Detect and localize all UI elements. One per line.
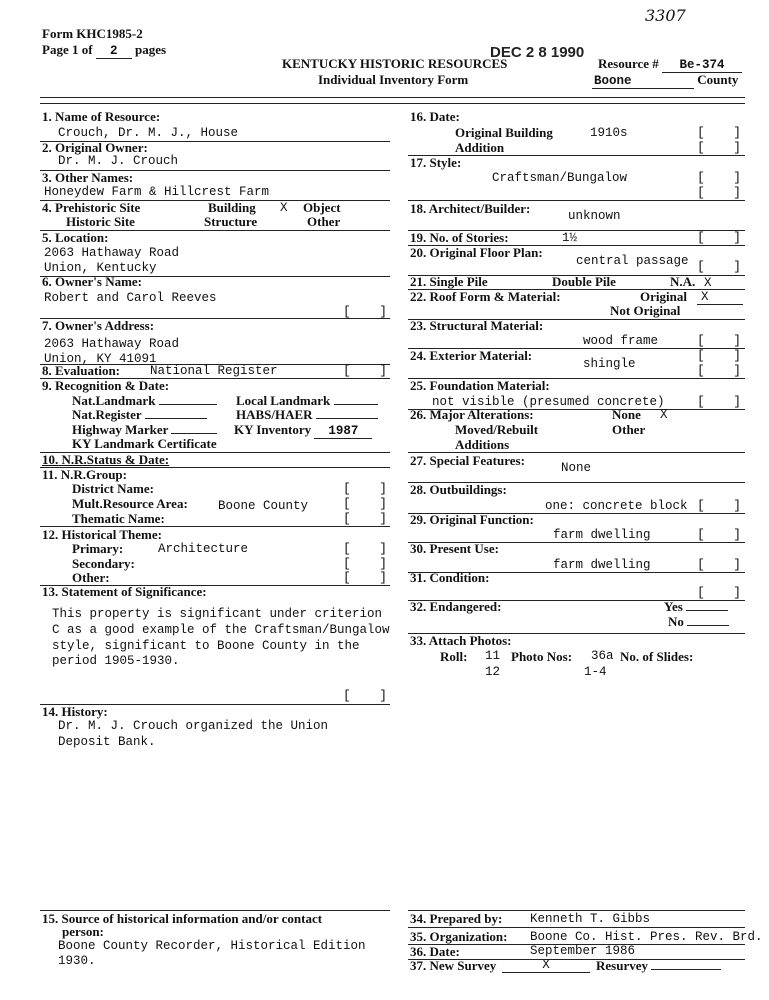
checkbox-bracket[interactable]: [ ] [697, 185, 741, 200]
option-label: Other [307, 214, 341, 229]
sub-label: Original [640, 289, 687, 304]
field-label: 22. Roof Form & Material: [410, 289, 561, 304]
checkbox-bracket[interactable]: [ ] [697, 527, 741, 542]
field-label: 2. Original Owner: [42, 140, 148, 155]
evaluation-value: National Register [150, 364, 278, 378]
sub-label: Additions [455, 437, 510, 452]
checkbox-bracket[interactable]: [ ] [697, 140, 741, 155]
ky-inventory: KY Inventory 1987 [234, 423, 372, 439]
owner-name: Robert and Carol Reeves [44, 291, 217, 305]
roll-value: 12 [485, 665, 501, 679]
form-title: KENTUCKY HISTORIC RESOURCES [282, 56, 508, 71]
field-label: 1. Name of Resource: [42, 109, 161, 124]
field-label: 13. Statement of Significance: [42, 584, 207, 599]
field-label: 23. Structural Material: [410, 318, 544, 333]
field-label: 26. Major Alterations: [410, 407, 534, 422]
sub-label: Original Building [455, 125, 553, 140]
address-line: 2063 Hathaway Road [44, 337, 180, 351]
field-label: 6. Owner's Name: [42, 274, 143, 289]
date-stamp: DEC 2 8 1990 [490, 44, 585, 61]
checkbox-bracket[interactable]: [ ] [697, 125, 741, 140]
style-value: Craftsman/Bungalow [492, 171, 628, 185]
structural-value: wood frame [583, 334, 659, 348]
sub-label: Secondary: [72, 556, 135, 571]
field-label: 7. Owner's Address: [42, 318, 155, 333]
other-names: Honeydew Farm & Hillcrest Farm [44, 185, 270, 199]
sub-label: Thematic Name: [72, 511, 165, 526]
field-label: 35. Organization: [410, 929, 508, 944]
option-label: Historic Site [66, 214, 135, 229]
original-owner: Dr. M. J. Crouch [58, 154, 179, 168]
significance-line: period 1905-1930. [52, 654, 180, 668]
field-label: 20. Original Floor Plan: [410, 245, 543, 260]
outbuildings-value: one: concrete block [545, 499, 688, 513]
organization-value: Boone Co. Hist. Pres. Rev. Brd. [530, 930, 763, 944]
checkbox-bracket[interactable]: [ ] [697, 170, 741, 185]
sub-label: Other [612, 422, 646, 437]
none-mark: X [660, 408, 668, 422]
new-survey-mark: X [502, 958, 590, 973]
checkbox-bracket[interactable]: [ ] [697, 333, 741, 348]
checkbox-bracket[interactable]: [ ] [697, 585, 741, 600]
na-label: N.A. [670, 274, 696, 289]
sub-label: Roll: [440, 649, 468, 664]
prepared-by-value: Kenneth T. Gibbs [530, 912, 651, 926]
ky-landmark-certificate: KY Landmark Certificate [72, 436, 217, 451]
building-mark: X [280, 201, 288, 215]
original-function-value: farm dwelling [553, 528, 651, 542]
location-line: Union, Kentucky [44, 261, 157, 275]
field-label: 27. Special Features: [410, 453, 525, 468]
checkbox-bracket[interactable]: [ ] [697, 498, 741, 513]
field-label: 11. N.R.Group: [42, 467, 127, 482]
history-line: Deposit Bank. [58, 735, 156, 749]
checkbox-bracket[interactable]: [ ] [697, 394, 741, 409]
field-label: 16. Date: [410, 109, 460, 124]
architect-value: unknown [568, 209, 621, 223]
checkbox-bracket[interactable]: [ ] [343, 304, 387, 319]
checkbox-bracket[interactable]: [ ] [343, 556, 387, 571]
field-label: 24. Exterior Material: [410, 348, 533, 363]
field-label: 33. Attach Photos: [410, 633, 512, 648]
endangered-yes: Yes [664, 600, 728, 614]
divider [408, 927, 745, 928]
sub-label: Not Original [610, 303, 681, 318]
field-label: 3. Other Names: [42, 170, 134, 185]
option-label: Building [208, 200, 256, 215]
sub-label: None [612, 407, 641, 422]
field-label: 9. Recognition & Date: [42, 378, 170, 393]
mult-resource-value: Boone County [218, 499, 309, 513]
field-label: 29. Original Function: [410, 512, 534, 527]
original-mark: X [697, 290, 743, 305]
resource-name: Crouch, Dr. M. J., House [58, 126, 239, 140]
form-subtitle: Individual Inventory Form [318, 72, 469, 87]
handwritten-number: 3307 [645, 6, 686, 25]
significance-line: style, significant to Boone County in the [52, 639, 360, 653]
checkbox-bracket[interactable]: [ ] [697, 348, 741, 363]
original-building-date: 1910s [590, 126, 628, 140]
checkbox-bracket[interactable]: [ ] [343, 496, 387, 511]
single-pile: 21. Single Pile [410, 274, 488, 289]
source-line: 1930. [58, 954, 96, 968]
sub-label: Primary: [72, 541, 124, 556]
history-line: Dr. M. J. Crouch organized the Union [58, 719, 329, 733]
checkbox-bracket[interactable]: [ ] [343, 511, 387, 526]
checkbox-bracket[interactable]: [ ] [343, 481, 387, 496]
field-label: 36. Date: [410, 944, 460, 959]
sub-label: No. of Slides: [620, 649, 694, 664]
nat-landmark: Nat.Landmark [72, 394, 217, 408]
checkbox-bracket[interactable]: [ ] [343, 363, 387, 378]
field-label: 5. Location: [42, 230, 109, 245]
field-label: 10. N.R.Status & Date: [42, 452, 170, 467]
county: Boone County [594, 72, 739, 88]
roll-value: 11 [485, 649, 501, 663]
divider [40, 103, 745, 104]
nat-register: Nat.Register [72, 408, 207, 422]
field-label: 15. Source of historical information and/or contact [42, 911, 323, 926]
local-landmark: Local Landmark [236, 394, 378, 408]
field-label: 37. New Survey [410, 958, 497, 973]
checkbox-bracket[interactable]: [ ] [343, 570, 387, 585]
form-number: Form KHC1985-2 [42, 26, 143, 41]
significance-line: This property is significant under criterion [52, 607, 383, 621]
floor-plan-value: central passage [576, 254, 689, 268]
checkbox-bracket[interactable]: [ ] [343, 541, 387, 556]
checkbox-bracket[interactable]: [ ] [697, 259, 741, 274]
double-pile: Double Pile [552, 274, 616, 289]
photo-no: 36a [591, 649, 614, 663]
significance-line: C as a good example of the Craftsman/Bungalow [52, 623, 390, 637]
option-label: Structure [204, 214, 258, 229]
field-label: 14. History: [42, 704, 108, 719]
field-label: 8. Evaluation: [42, 363, 121, 378]
date-value: September 1986 [530, 944, 636, 958]
address-line: Union, KY 41091 [44, 352, 157, 366]
exterior-value: shingle [583, 357, 636, 371]
habs-haer: HABS/HAER [236, 408, 378, 422]
sub-label: Photo Nos: [511, 649, 573, 664]
source-line: Boone County Recorder, Historical Edition [58, 939, 366, 953]
field-label: 17. Style: [410, 155, 462, 170]
field-label: 34. Prepared by: [410, 911, 503, 926]
resource-number: Resource # Be-374 [598, 57, 742, 73]
field-label: 18. Architect/Builder: [410, 201, 531, 216]
photo-no: 1-4 [584, 665, 607, 679]
divider [40, 97, 745, 98]
field-label: 4. Prehistoric Site [42, 200, 141, 215]
present-use-value: farm dwelling [553, 558, 651, 572]
field-label: 12. Historical Theme: [42, 527, 162, 542]
sub-label: Other: [72, 570, 110, 585]
stories-value: 1½ [562, 231, 578, 245]
option-label: Object [303, 200, 341, 215]
highway-marker: Highway Marker [72, 423, 217, 437]
foundation-value: not visible (presumed concrete) [432, 395, 665, 409]
resurvey: Resurvey [596, 959, 721, 973]
field-label: 32. Endangered: [410, 599, 502, 614]
page-count: Page 1 of 2 pages [42, 42, 167, 58]
field-label: 25. Foundation Material: [410, 378, 550, 393]
checkbox-bracket[interactable]: [ ] [697, 230, 741, 245]
checkbox-bracket[interactable]: [ ] [697, 363, 741, 378]
checkbox-bracket[interactable]: [ ] [697, 557, 741, 572]
checkbox-bracket[interactable]: [ ] [343, 688, 387, 703]
field-label: person: [62, 924, 104, 939]
primary-theme: Architecture [158, 542, 249, 556]
sub-label: District Name: [72, 481, 154, 496]
sub-label: Addition [455, 140, 505, 155]
sub-label: Moved/Rebuilt [455, 422, 539, 437]
field-label: 31. Condition: [410, 570, 490, 585]
endangered-no: No [668, 615, 729, 629]
field-label: 30. Present Use: [410, 541, 499, 556]
sub-label: Mult.Resource Area: [72, 496, 188, 511]
field-label: 19. No. of Stories: [410, 230, 509, 245]
special-features-value: None [561, 461, 592, 475]
location-line: 2063 Hathaway Road [44, 246, 180, 260]
na-mark: X [704, 276, 712, 290]
field-label: 28. Outbuildings: [410, 482, 507, 497]
